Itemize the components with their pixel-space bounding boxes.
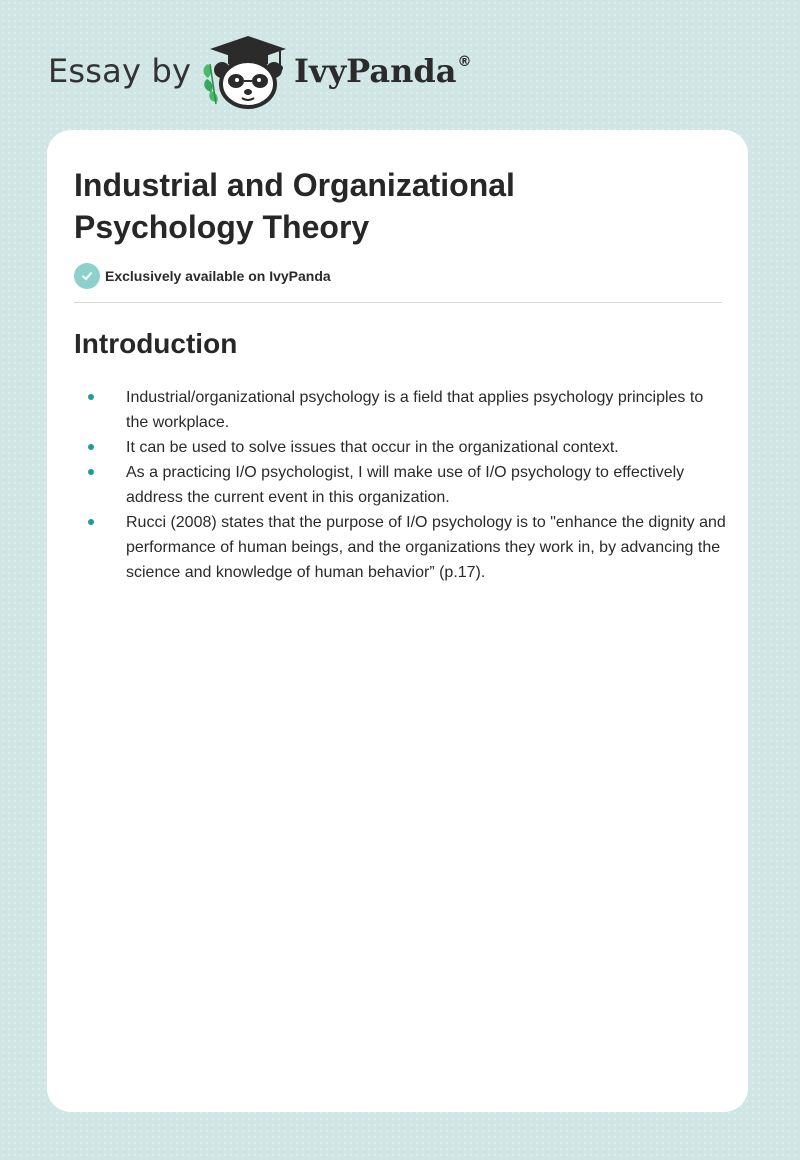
bullet-text: Industrial/organizational psychology is a field that applies psychology principles to the workplace. xyxy=(126,389,704,431)
bullet-dot xyxy=(88,444,94,450)
bullet-text: As a practicing I/O psychologist, I will make use of I/O psychology to effectively address the current event in this organization. xyxy=(126,464,685,506)
divider xyxy=(74,302,722,303)
check-icon xyxy=(74,263,100,289)
essay-title: Industrial and Organizational Psychology Theory xyxy=(74,167,515,245)
panda-graduate-logo-icon xyxy=(198,34,290,110)
bullet-dot xyxy=(88,519,94,525)
section-heading: Introduction xyxy=(74,328,238,359)
essay-card xyxy=(47,130,748,1112)
list-item xyxy=(126,385,726,435)
list-item xyxy=(126,510,726,585)
brand-name-text: IvyPanda xyxy=(294,52,457,90)
brand-prefix: Essay by xyxy=(48,52,192,90)
brand-header xyxy=(48,34,472,110)
bullet-text: Rucci (2008) states that the purpose of I/O psychology is to "enhance the dignity and performance of human beings, and the organizations they work in, by advancing the science and knowledge of human behavior” (p.17). xyxy=(126,514,726,581)
bullet-list xyxy=(126,385,726,585)
bullet-dot xyxy=(88,469,94,475)
bullet-dot xyxy=(88,394,94,400)
registered-mark: ® xyxy=(457,54,472,70)
list-item xyxy=(126,460,726,510)
bullet-text: It can be used to solve issues that occur in the organizational context. xyxy=(126,439,619,456)
brand-name xyxy=(294,52,471,90)
exclusive-badge xyxy=(74,263,331,289)
list-item xyxy=(126,435,726,460)
exclusive-badge-text: Exclusively available on IvyPanda xyxy=(105,268,331,284)
